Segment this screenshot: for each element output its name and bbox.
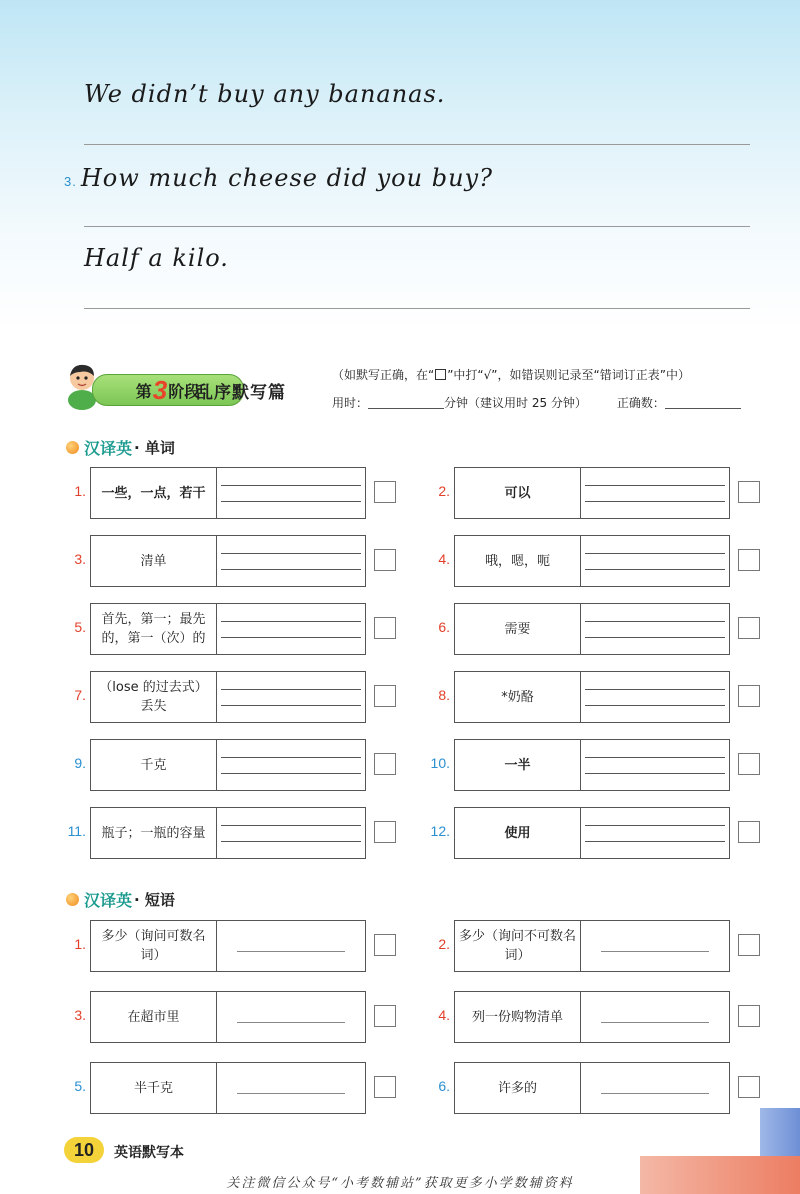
answer-field[interactable]: [217, 604, 365, 654]
chinese-prompt: 哦，嗯，呃: [455, 536, 581, 586]
item-box: [90, 535, 366, 587]
answer-field[interactable]: [581, 604, 729, 654]
check-box[interactable]: [374, 934, 396, 956]
handwriting-line-1: We didn’t buy any bananas.: [84, 80, 446, 108]
section-subtitle: · 单词: [134, 439, 175, 457]
stage-label-pre: 第: [135, 383, 152, 401]
item-number: 3.: [74, 1007, 86, 1023]
chinese-prompt: 一半: [455, 740, 581, 790]
check-box[interactable]: [374, 549, 396, 571]
item-number: 1.: [74, 483, 86, 499]
chinese-prompt: 清单: [91, 536, 217, 586]
question-number: 3.: [64, 174, 77, 189]
answer-field[interactable]: [581, 740, 729, 790]
chinese-prompt: 半千克: [91, 1063, 217, 1113]
page-number: 10: [64, 1137, 104, 1163]
item-number: 4.: [438, 551, 450, 567]
correct-count-label: 正确数：: [616, 396, 665, 410]
answer-field[interactable]: [217, 1063, 365, 1113]
book-title: 英语默写本: [114, 1145, 184, 1161]
question-3-text: How much cheese did you buy?: [80, 164, 493, 192]
answer-3-text: Half a kilo.: [84, 244, 229, 272]
item-number: 10.: [430, 755, 450, 771]
phrases-section-header: [66, 888, 175, 911]
stage-label-post: 阶段: [168, 383, 201, 401]
stage-title: 乱序默写篇: [196, 383, 286, 403]
item-box: [454, 920, 730, 972]
chinese-prompt: *奶酪: [455, 672, 581, 722]
check-box[interactable]: [738, 549, 760, 571]
footer-notice: 关注微信公众号“小考数辅站”获取更多小学数辅资料: [226, 1176, 574, 1191]
item-number: 1.: [74, 936, 86, 952]
answer-field[interactable]: [217, 992, 365, 1042]
time-blank[interactable]: [368, 408, 444, 409]
chinese-prompt: （lose 的过去式）丢失: [91, 672, 217, 722]
answer-field[interactable]: [217, 468, 365, 518]
item-number: 7.: [74, 687, 86, 703]
answer-field[interactable]: [217, 536, 365, 586]
item-number: 5.: [74, 1078, 86, 1094]
item-number: 2.: [438, 483, 450, 499]
check-box[interactable]: [374, 1005, 396, 1027]
chinese-prompt: 多少（询问可数名词）: [91, 921, 217, 971]
check-box[interactable]: [738, 481, 760, 503]
item-number: 2.: [438, 936, 450, 952]
item-box: [454, 807, 730, 859]
item-number: 9.: [74, 755, 86, 771]
item-number: 6.: [438, 1078, 450, 1094]
item-number: 8.: [438, 687, 450, 703]
answer-field[interactable]: [581, 921, 729, 971]
note-part-2: ”中打“√”，如错误则记录至“错词订正表”中）: [447, 368, 690, 382]
stage-header: [62, 360, 762, 420]
item-box: [454, 671, 730, 723]
check-box[interactable]: [374, 1076, 396, 1098]
corner-decoration: [760, 1108, 800, 1156]
item-box: [454, 991, 730, 1043]
item-box: [454, 1062, 730, 1114]
check-box[interactable]: [738, 934, 760, 956]
chinese-prompt: 列一份购物清单: [455, 992, 581, 1042]
item-box: [90, 467, 366, 519]
item-box: [90, 603, 366, 655]
check-box[interactable]: [738, 685, 760, 707]
item-number: 12.: [430, 823, 450, 839]
chinese-prompt: 使用: [455, 808, 581, 858]
chinese-prompt: 需要: [455, 604, 581, 654]
item-box: [90, 671, 366, 723]
item-box: [454, 467, 730, 519]
check-box[interactable]: [738, 1076, 760, 1098]
answer-field[interactable]: [581, 808, 729, 858]
item-number: 6.: [438, 619, 450, 635]
item-box: [90, 739, 366, 791]
chinese-prompt: 瓶子；一瓶的容量: [91, 808, 217, 858]
item-box: [90, 991, 366, 1043]
chinese-prompt: 在超市里: [91, 992, 217, 1042]
minute-label: 分钟（建议用时 25 分钟）: [444, 396, 587, 410]
time-label: 用时：: [332, 396, 369, 410]
stage-number: 3: [152, 375, 168, 405]
chinese-prompt: 一些，一点，若干: [91, 468, 217, 518]
item-number: 4.: [438, 1007, 450, 1023]
check-box[interactable]: [374, 685, 396, 707]
item-box: [454, 603, 730, 655]
item-number: 5.: [74, 619, 86, 635]
checkbox-symbol: [435, 369, 446, 380]
writing-rule: [84, 226, 750, 227]
check-box[interactable]: [738, 1005, 760, 1027]
answer-field[interactable]: [217, 740, 365, 790]
check-box[interactable]: [374, 821, 396, 843]
answer-field[interactable]: [217, 921, 365, 971]
answer-field[interactable]: [581, 992, 729, 1042]
answer-field[interactable]: [217, 808, 365, 858]
check-box[interactable]: [738, 617, 760, 639]
correct-count-blank[interactable]: [665, 408, 741, 409]
section-subtitle: · 短语: [134, 891, 175, 909]
answer-field[interactable]: [217, 672, 365, 722]
chinese-prompt: 多少（询问不可数名词）: [455, 921, 581, 971]
time-record: [332, 394, 741, 411]
item-box: [90, 807, 366, 859]
item-box: [454, 739, 730, 791]
words-section-header: [66, 436, 175, 459]
bullet-icon: [66, 441, 79, 454]
item-box: [90, 920, 366, 972]
answer-field[interactable]: [581, 468, 729, 518]
chinese-prompt: 许多的: [455, 1063, 581, 1113]
item-box: [90, 1062, 366, 1114]
question-3: [64, 164, 493, 192]
answer-field[interactable]: [581, 536, 729, 586]
chinese-prompt: 可以: [455, 468, 581, 518]
note-part-1: （如默写正确，在“: [332, 368, 435, 382]
section-title: 汉译英: [84, 439, 133, 458]
answer-field[interactable]: [581, 672, 729, 722]
bullet-icon: [66, 893, 79, 906]
chinese-prompt: 千克: [91, 740, 217, 790]
chinese-prompt: 首先，第一；最先的，第一（次）的: [91, 604, 217, 654]
item-number: 11.: [67, 823, 86, 839]
stage-instructions: [332, 366, 690, 383]
section-title: 汉译英: [84, 891, 133, 910]
answer-field[interactable]: [581, 1063, 729, 1113]
check-box[interactable]: [738, 753, 760, 775]
item-number: 3.: [74, 551, 86, 567]
check-box[interactable]: [738, 821, 760, 843]
check-box[interactable]: [374, 617, 396, 639]
check-box[interactable]: [374, 753, 396, 775]
writing-rule: [84, 144, 750, 145]
item-box: [454, 535, 730, 587]
writing-rule: [84, 308, 750, 309]
check-box[interactable]: [374, 481, 396, 503]
